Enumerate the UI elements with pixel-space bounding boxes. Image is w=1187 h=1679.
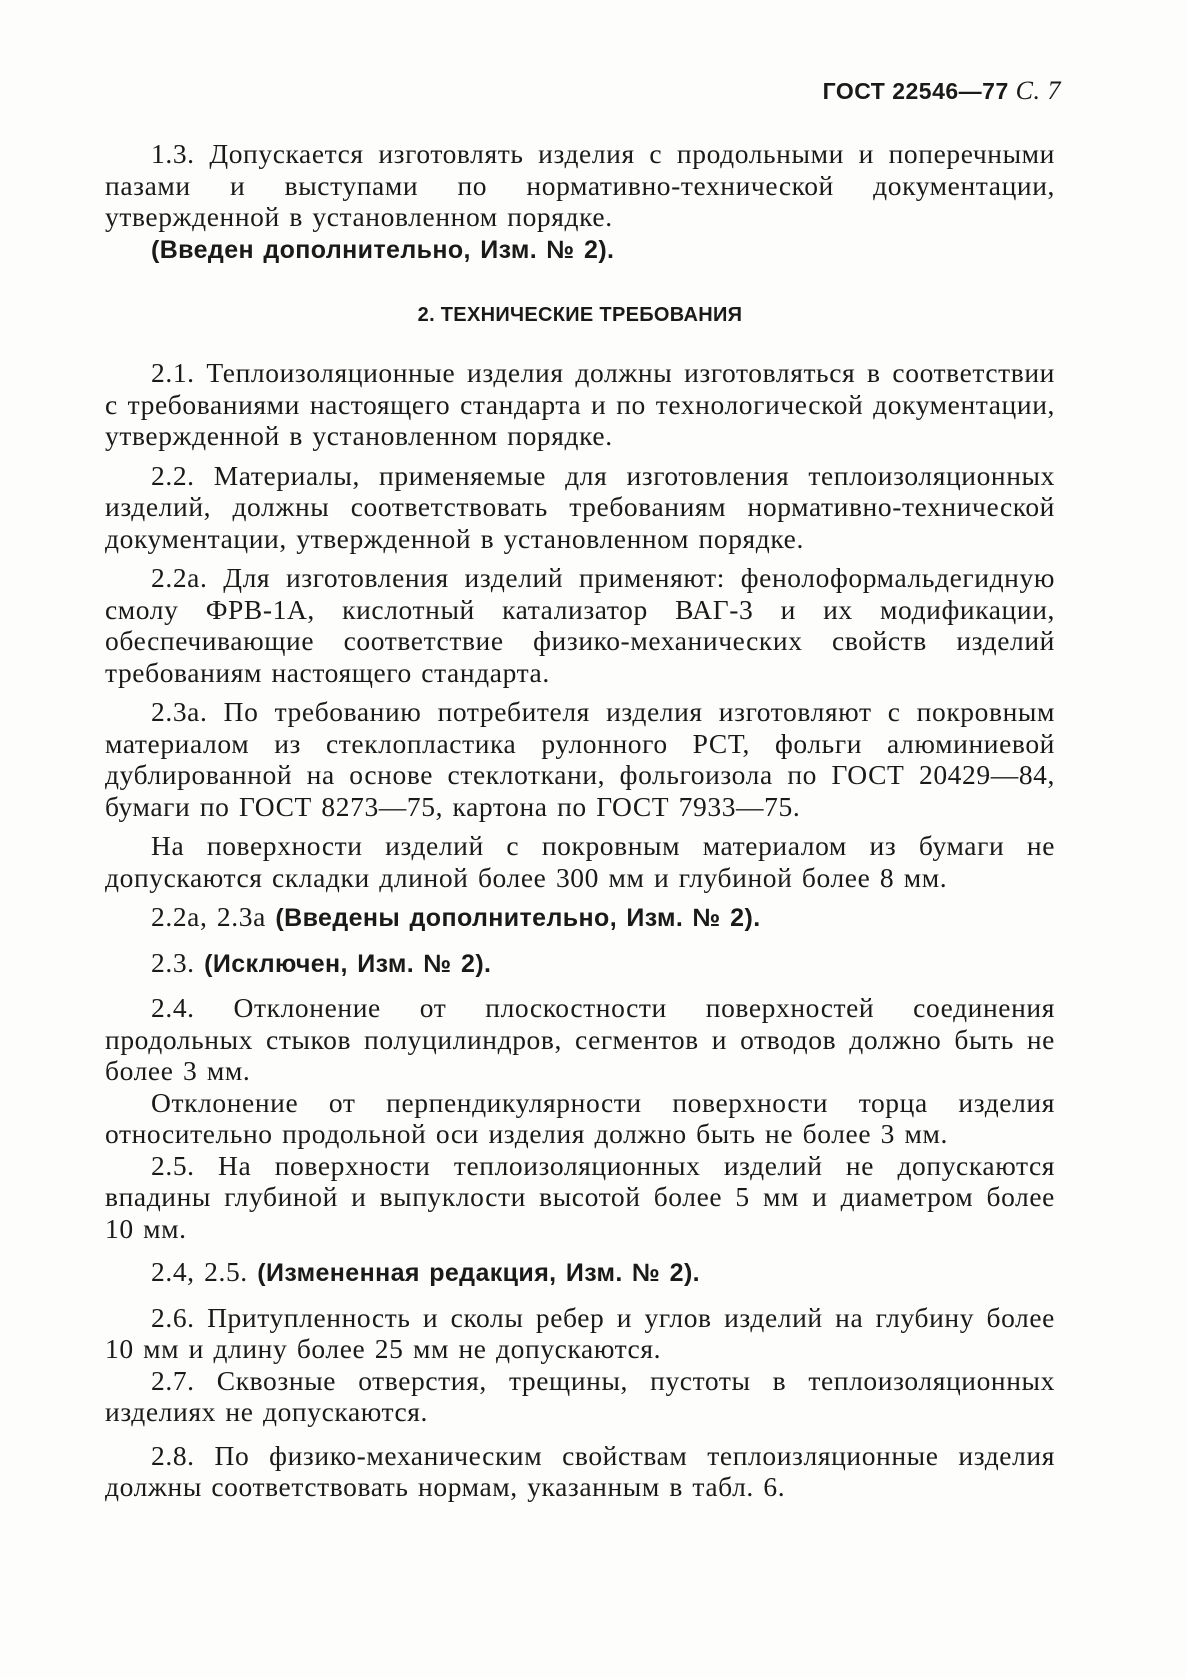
paragraph-2-3a-continued: На поверхности изделий с покровным материалом из бумаги не допускаются складки длиной более 300 мм и глубиной более 8 мм. [105,830,1055,893]
paragraph-2-1: 2.1. Теплоизоляционные изделия должны изготовляться в соответствии с требованиями настоящего стандарта и по технологической документации, утвержденной в установленном порядке. [105,357,1055,451]
paragraph-2-4-continued: Отклонение от перпендикулярности поверхности торца изделия относительно продольной оси изделия должно быть не более 3 мм. [105,1086,1055,1149]
paragraph-2-6: 2.6. Притупленность и сколы ребер и углов изделий на глубину более 10 мм и длину более 25 мм не допускаются. [105,1301,1055,1364]
paragraph-2-5: 2.5. На поверхности теплоизоляционных изделий не допускаются впадины глубиной и выпуклости высотой более 5 мм и диаметром более 10 мм. [105,1149,1055,1244]
document-body [105,138,1055,1503]
paragraph-2-2: 2.2. Материалы, применяемые для изготовления теплоизоляционных изделий, должны соответствовать требованиям нормативно-технической документации, утвержденной в установленном порядке. [105,459,1055,554]
amendment-text: (Введен дополнительно, Изм. № 2). [151,235,615,264]
amendment-ref: 2.3. [151,946,195,978]
standard-code: ГОСТ 22546—77 [822,78,1009,104]
amendment-note-2-3 [105,947,1055,981]
page-header [823,76,1061,106]
amendment-ref: 2.2а, 2.3а [151,901,266,932]
paragraph-2-7: 2.7. Сквозные отверстия, трещины, пустоты в теплоизоляционных изделиях не допускаются. [105,1364,1055,1427]
paragraph-1-3: 1.3. Допускается изготовлять изделия с продольными и поперечными пазами и выступами по нормативно-технической документации, утвержденной в установленном порядке. [105,138,1055,232]
page-number: С. 7 [1015,76,1061,105]
section-title: 2. ТЕХНИЧЕСКИЕ ТРЕБОВАНИЯ [417,304,743,326]
amendment-note-2-4-2-5 [105,1256,1055,1290]
paragraph-2-2a: 2.2а. Для изготовления изделий применяют: фенолоформальдегидную смолу ФРВ-1А, кислотный катализатор ВАГ-3 и их модификации, обеспечивающие соответствие физико-механических свойств изделий требованиям настоящего стандарта. [105,562,1055,688]
paragraph-2-8: 2.8. По физико-механическим свойствам теплоизляционные изделия должны соответствовать нормам, указанным в табл. 6. [105,1439,1055,1502]
paragraph-2-3a: 2.3а. По требованию потребителя изделия изготовляют с покровным материалом из стеклопластика рулонного РСТ, фольги алюминиевой дублированной на основе стеклоткани, фольгоизола по ГОСТ 20429—84, бумаги по ГОСТ 8273—75, картона по ГОСТ 7933—75. [105,696,1055,822]
amendment-text: (Измененная редакция, Изм. № 2). [257,1259,701,1287]
amendment-note-1-3 [105,233,1055,267]
amendment-text: (Исключен, Изм. № 2). [204,949,492,978]
paragraph-2-4: 2.4. Отклонение от плоскостности поверхностей соединения продольных стыков полуцилиндров, сегментов и отводов должно быть не более 3 мм. [105,992,1055,1086]
amendment-text: (Введены дополнительно, Изм. № 2). [275,904,761,932]
amendment-ref: 2.4, 2.5. [151,1256,248,1287]
amendment-note-2-2a-2-3a [105,901,1055,935]
